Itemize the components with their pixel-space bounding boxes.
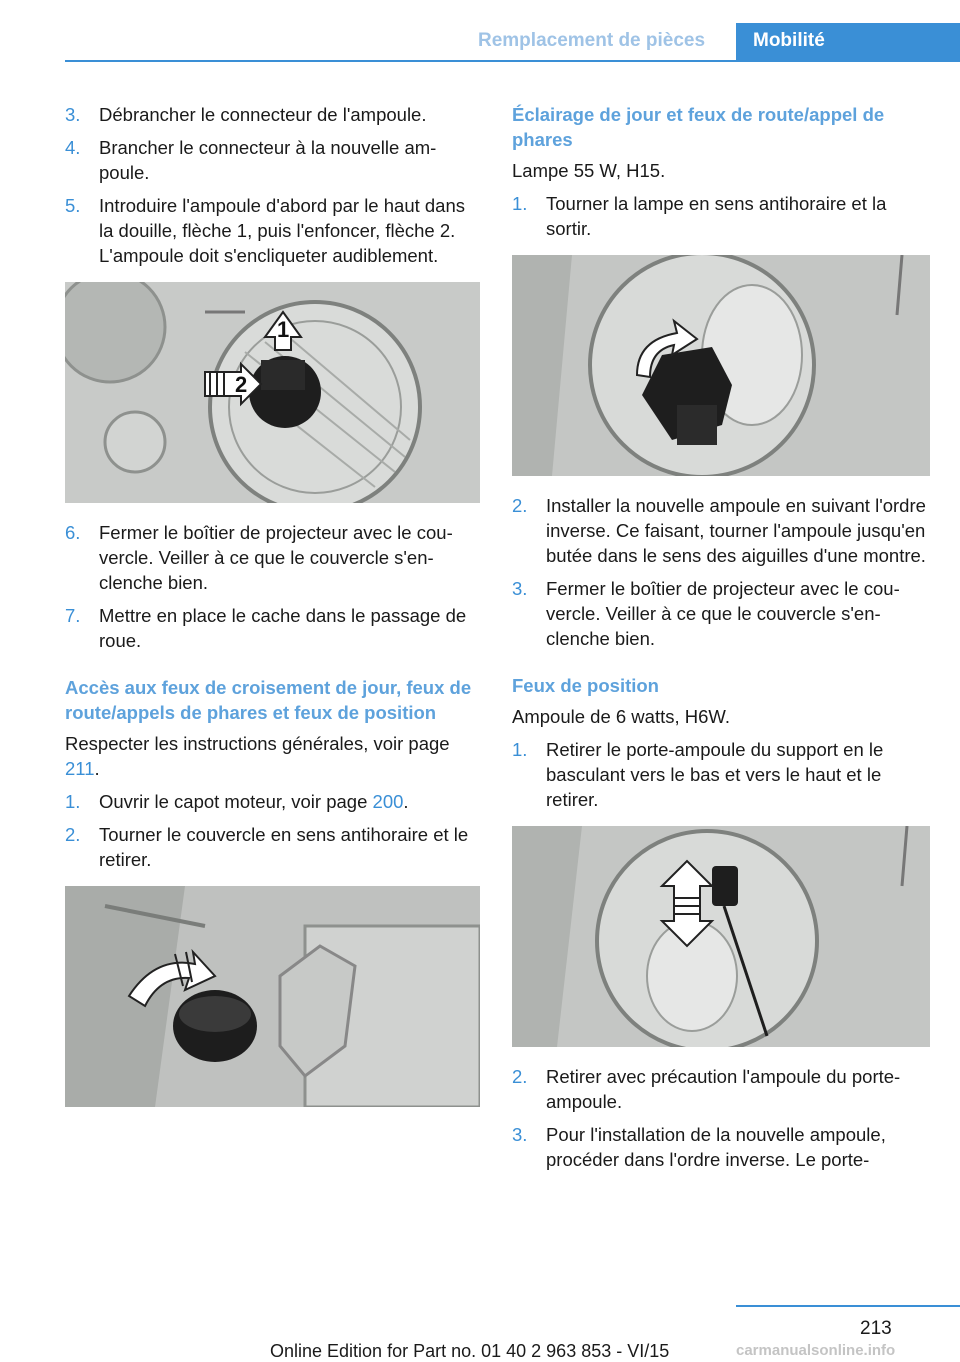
arrow-label-2: 2 [235,372,248,397]
bulb-insertion-photo [65,282,480,503]
lamp-spec: Ampoule de 6 watts, H6W. [512,706,730,727]
step-number: 2. [65,824,81,845]
step-text: Ouvrir le capot moteur, voir page [99,791,373,812]
step-number: 5. [65,195,81,216]
step-item [512,1064,930,1114]
step-item [512,737,930,812]
step-number: 7. [65,605,81,626]
section-heading: Accès aux feux de croisement de jour, feux de route/appels de phares et feux de position [65,677,472,723]
watermark-brand: carmanualsonline.info [736,1342,896,1359]
step-item [65,102,480,127]
step-number: 3. [65,104,81,125]
step-number: 1. [512,193,528,214]
cover-removal-photo [65,886,480,1107]
step-number: 1. [512,739,528,760]
page-reference-link[interactable]: 200 [372,791,404,812]
step-number: 2. [512,495,528,516]
header-rule [65,60,960,62]
step-item [512,1122,930,1172]
step-item [65,520,480,595]
step-text: Tourner le couvercle en sens antihoraire et le retirer. [99,824,469,870]
step-text: Pour l'installation de la nouvelle ampoule, procéder dans l'ordre inverse. Le porte- [546,1124,886,1170]
page-reference-link[interactable]: 211 [65,758,95,779]
step-number: 1. [65,791,81,812]
step-number: 6. [65,522,81,543]
parking-light-photo [512,826,930,1047]
step-item [512,191,930,241]
step-item [65,822,480,872]
section-heading: Feux de position [512,675,659,696]
paragraph-text: Respecter les instructions générales, voir page [65,733,450,754]
step-text: Introduire l'ampoule d'abord par le haut dans la douille, flèche 1, puis l'enfoncer, flèche 2. L'ampoule doit s'encliqueter audiblement. [99,195,465,266]
step-text: Retirer le porte-ampoule du support en le basculant vers le bas et vers le haut et le retirer. [546,739,884,810]
step-text: Fermer le boîtier de projecteur avec le couvercle. Veiller à ce que le couvercle s'enclenche bien. [99,522,453,593]
step-text: Brancher le connecteur à la nouvelle ampoule. [99,137,437,183]
step-number: 2. [512,1066,528,1087]
step-item [65,603,480,653]
step-item [512,493,930,568]
step-number: 4. [65,137,81,158]
right-column [512,102,930,1180]
step-item [512,576,930,651]
step-number: 3. [512,1124,528,1145]
step-text: Tourner la lampe en sens antihoraire et la sortir. [546,193,887,239]
step-item [65,135,480,185]
step-text: Mettre en place le cache dans le passage de roue. [99,605,467,651]
page-number: 213 [860,1318,892,1339]
running-header-section: Remplacement de pièces [478,30,706,51]
step-text-end: . [403,791,409,812]
step-number: 3. [512,578,528,599]
section-heading: Éclairage de jour et feux de route/appel de phares [512,104,885,150]
paragraph-end: . [94,758,100,779]
lamp-spec: Lampe 55 W, H15. [512,160,666,181]
step-item [65,789,480,814]
step-text: Débrancher le connecteur de l'ampoule. [99,104,427,125]
footer-rule [736,1305,960,1307]
instruction-paragraph [65,731,480,781]
edition-footer: Online Edition for Part no. 01 40 2 963 853 - VI/15 [270,1341,670,1361]
step-item [65,193,480,268]
left-column [65,102,480,1124]
step-text: Fermer le boîtier de projecteur avec le couvercle. Veiller à ce que le couvercle s'enclenche bien. [546,578,900,649]
running-header-chapter-tab: Mobilité [736,23,960,62]
step-text: Retirer avec précaution l'ampoule du porte-ampoule. [546,1066,901,1112]
high-beam-lamp-photo [512,255,930,476]
step-text: Installer la nouvelle ampoule en suivant l'ordre inverse. Ce faisant, tourner l'ampoule jusqu'en butée dans le sens des aiguilles d'une montre. [546,495,926,566]
arrow-label-1: 1 [277,317,290,342]
